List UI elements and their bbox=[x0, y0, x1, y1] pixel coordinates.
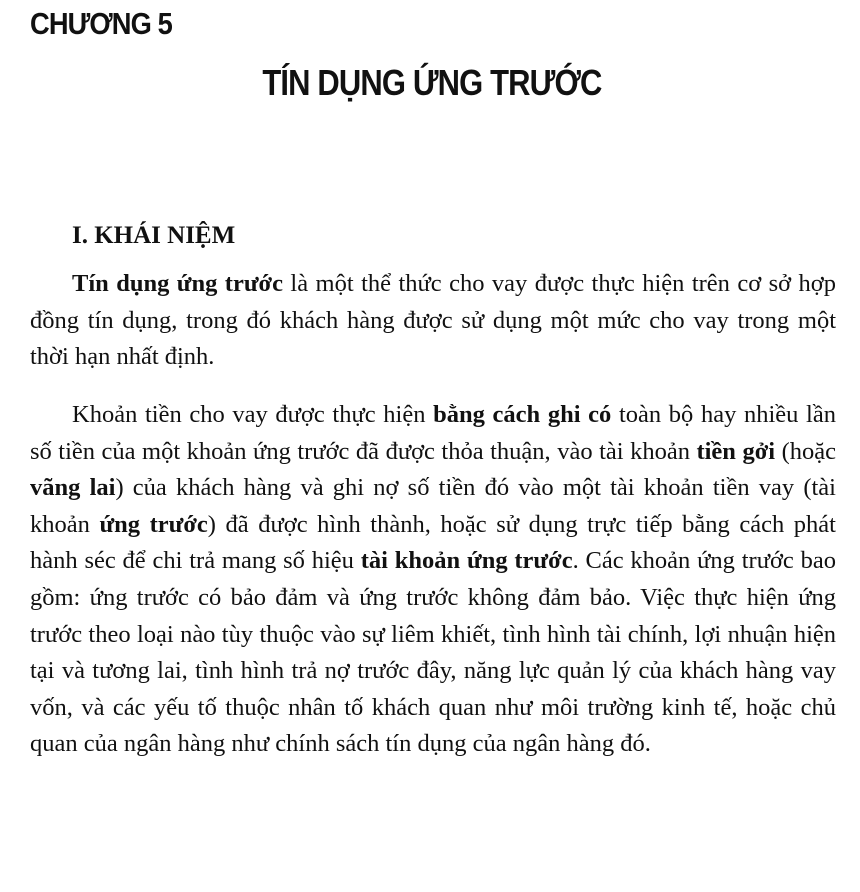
chapter-title-text: TÍN DỤNG ỨNG TRƯỚC bbox=[262, 62, 602, 103]
defined-term: Tín dụng ứng trước bbox=[72, 270, 283, 297]
text-run: ) của khách hàng và ghi nợ số tiền đó vào một tài khoản tiền vay (tài khoản bbox=[30, 474, 836, 538]
chapter-label: CHƯƠNG 5 bbox=[30, 6, 172, 41]
bold-term: tiền gởi bbox=[696, 437, 776, 465]
chapter-title bbox=[0, 62, 860, 104]
paragraph-definition bbox=[30, 266, 836, 376]
bold-term: ứng trước bbox=[99, 510, 208, 538]
bold-term: tài khoản ứng trước bbox=[360, 547, 573, 575]
bold-term: ghi có bbox=[547, 401, 612, 428]
paragraph-procedure bbox=[30, 397, 836, 763]
text-run bbox=[540, 401, 548, 428]
text-run: (hoặc bbox=[775, 437, 836, 465]
bold-term: vãng lai bbox=[30, 474, 116, 502]
text-run: toàn bộ hay nhiều lần số tiền của một khoản ứng trước đã được thỏa thuận, vào tài khoản bbox=[30, 401, 836, 465]
text-run: ) đã được hình thành, hoặc sử dụng trực tiếp bằng cách phát hành séc để chi trả mang số hiệu bbox=[30, 510, 836, 575]
bold-term: bằng cách bbox=[433, 401, 541, 428]
paragraph-text: là một thể thức cho vay được thực hiện trên cơ sở hợp đồng tín dụng, trong đó khách hàng được sử dụng một mức cho vay trong một thời hạn nhất định. bbox=[30, 270, 836, 371]
text-run: Khoản tiền cho vay được thực hiện bbox=[72, 401, 434, 428]
section-heading: I. KHÁI NIỆM bbox=[72, 222, 236, 249]
text-run: . Các khoản ứng trước bao gồm: ứng trước có bảo đảm và ứng trước không đảm bảo. Việc thực hiện ứng trước theo loại nào tùy thuộc vào sự liêm khiết, tình hình tài chính, lợi nhuận hiện tại và tương lai, tình hình trả nợ trước đây, năng lực quản lý của khách hàng vay vốn, và các yếu tố thuộc nhân tố khách quan như môi trường kinh tế, hoặc chủ quan của ngân hàng như chính sách tín dụng của ngân hàng đó. bbox=[30, 547, 836, 758]
